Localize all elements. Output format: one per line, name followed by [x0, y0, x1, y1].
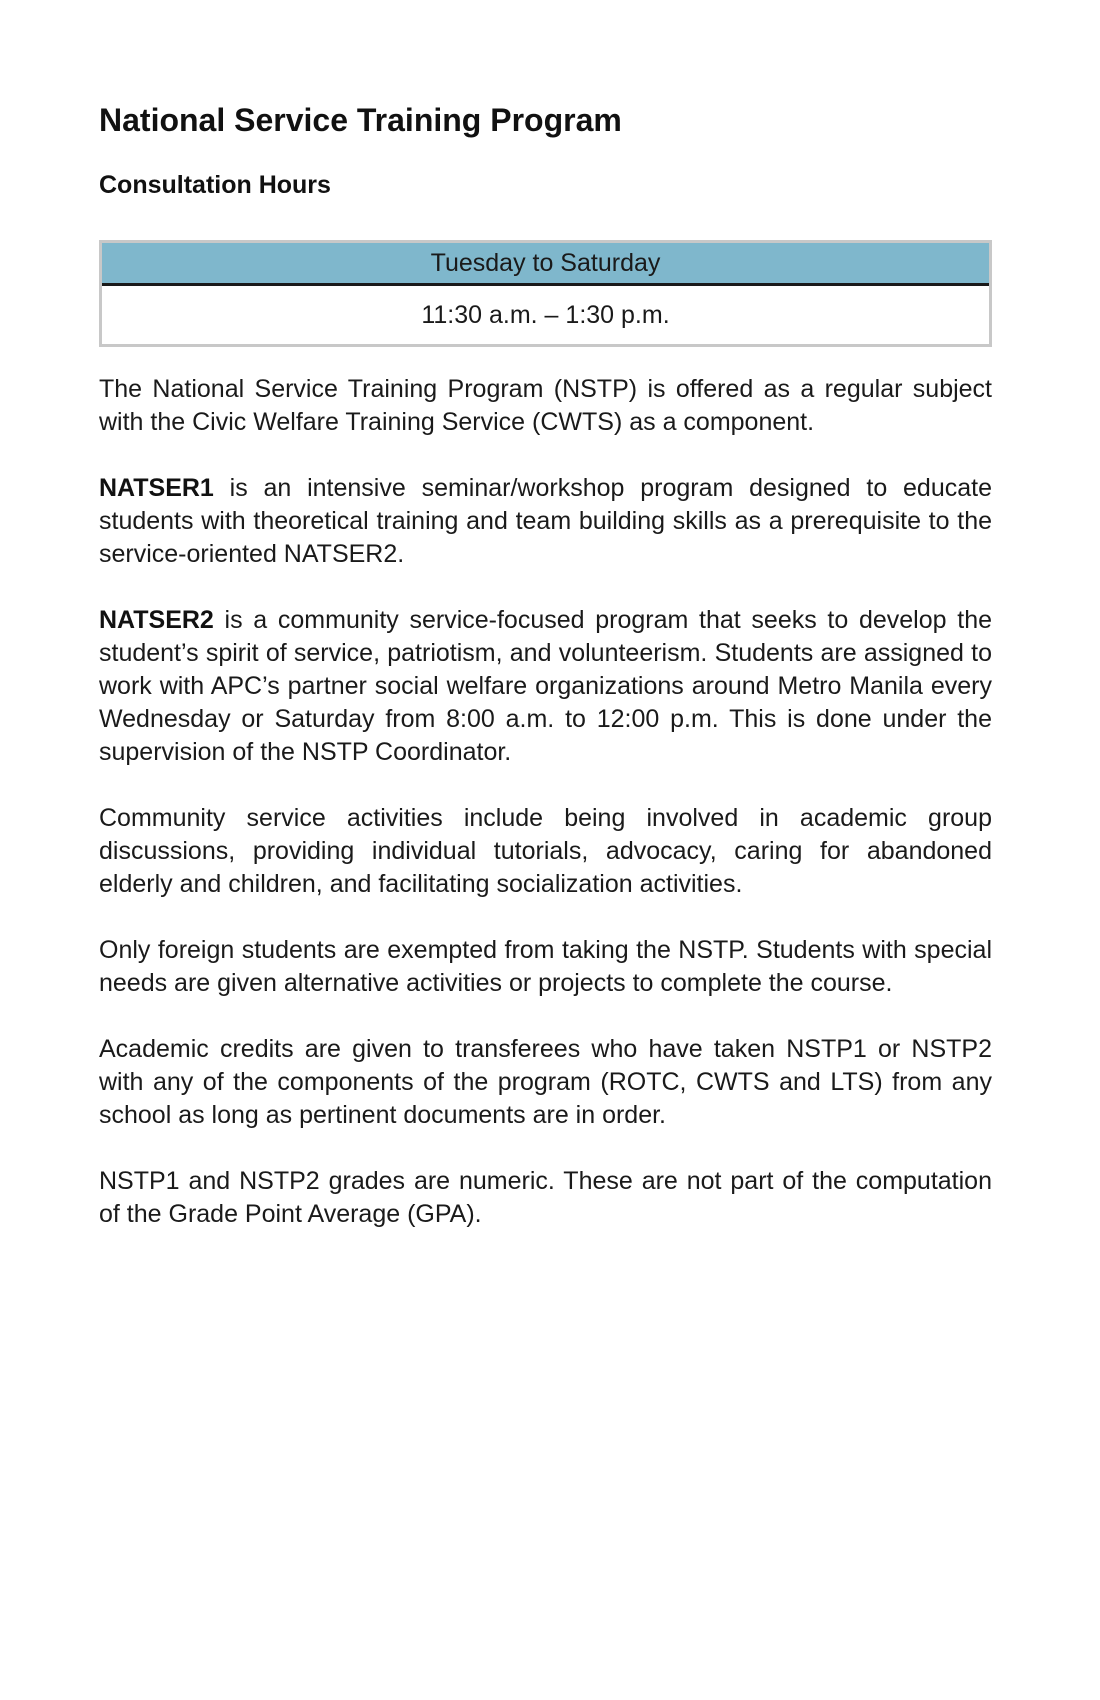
paragraph-credits: Academic credits are given to transferees who have taken NSTP1 or NSTP2 with any of the components of the program (ROTC, CWTS and LTS) from any school as long as pertinent documents are in order. [99, 1035, 992, 1129]
hours-table-header: Tuesday to Saturday [102, 243, 989, 286]
paragraph-intro: The National Service Training Program (NSTP) is offered as a regular subject with the Civic Welfare Training Service (CWTS) as a component. [99, 375, 992, 436]
consultation-hours-table [99, 240, 992, 347]
paragraph-grades: NSTP1 and NSTP2 grades are numeric. These are not part of the computation of the Grade Point Average (GPA). [99, 1167, 992, 1228]
paragraph-exemption: Only foreign students are exempted from taking the NSTP. Students with special needs are given alternative activities or projects to complete the course. [99, 936, 992, 997]
page-title: National Service Training Program [99, 102, 622, 138]
paragraph-natser1 [99, 472, 992, 571]
paragraph-natser2 [99, 604, 992, 769]
natser1-term: NATSER1 [99, 474, 214, 502]
hours-table-value: 11:30 a.m. – 1:30 p.m. [421, 301, 670, 329]
natser2-description: is a community service-focused program that seeks to develop the student’s spirit of service, patriotism, and volunteerism. Students are assigned to work with APC’s partner social welfare organizations around Metro Manila every Wednesday or Saturday from 8:00 a.m. to 12:00 p.m. This is done under the supervision of the NSTP Coordinator. [99, 606, 992, 766]
document-page [99, 100, 992, 1231]
section-subtitle: Consultation Hours [99, 171, 331, 199]
paragraph-activities: Community service activities include being involved in academic group discussions, providing individual tutorials, advocacy, caring for abandoned elderly and children, and facilitating socialization activities. [99, 804, 992, 898]
natser1-description: is an intensive seminar/workshop program designed to educate students with theoretical training and team building skills as a prerequisite to the service-oriented NATSER2. [99, 474, 992, 568]
natser2-term: NATSER2 [99, 606, 214, 634]
